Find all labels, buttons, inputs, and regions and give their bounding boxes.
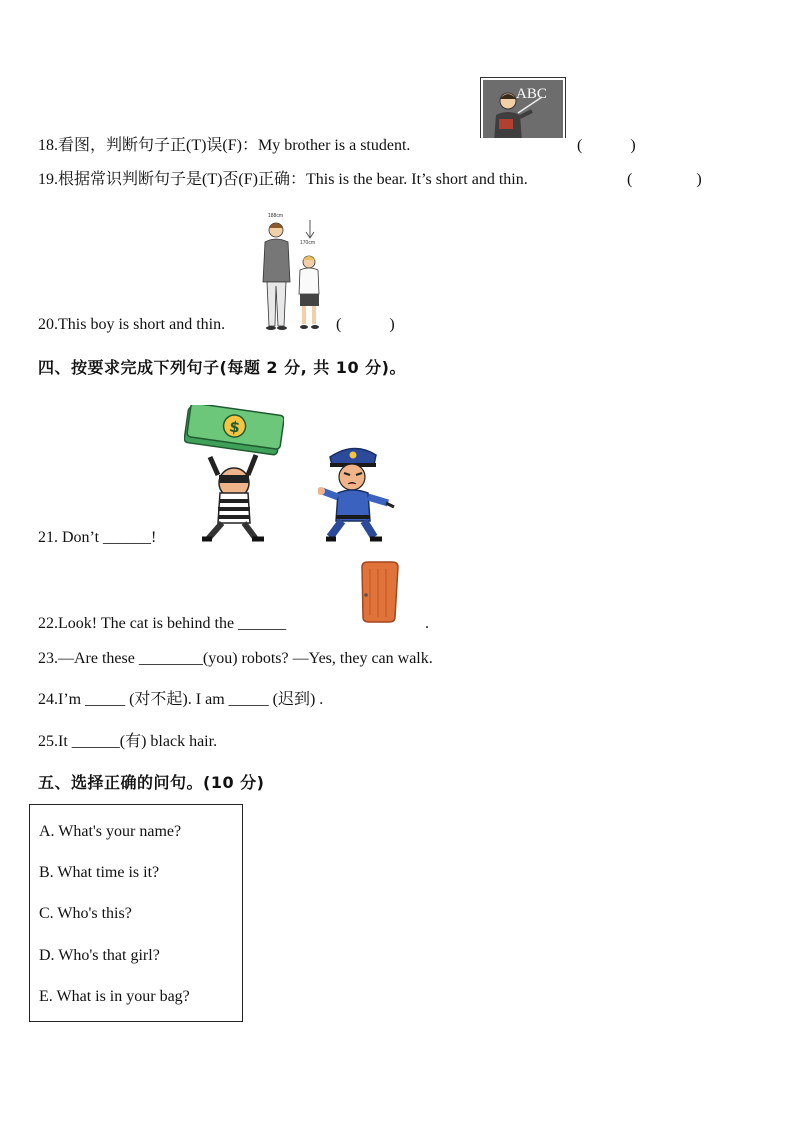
question-19 <box>38 170 528 190</box>
policeman-image <box>318 443 398 543</box>
option-e: E. What is in your bag? <box>39 988 190 1005</box>
option-c: C. Who's this? <box>39 905 132 922</box>
section-5-heading: 五、选择正确的问句。(10 分) <box>38 773 265 792</box>
question-20-answer[interactable] <box>336 315 395 335</box>
question-19-answer[interactable] <box>627 170 702 190</box>
teacher-blackboard-image <box>480 77 566 151</box>
man-and-boy-image <box>258 210 330 332</box>
height-label-short: 170cm <box>300 240 316 246</box>
board-text: ABC <box>516 86 547 102</box>
option-d: D. Who's that girl? <box>39 947 160 964</box>
options-box <box>29 804 243 1022</box>
height-label-tall: 188cm <box>268 213 284 219</box>
thief-with-money-image <box>184 405 284 545</box>
question-23: 23.—Are these ________(you) robots? —Yes, they can walk. <box>38 650 433 667</box>
question-20-paren: ( ) <box>336 316 395 333</box>
question-19-paren: ( ) <box>627 171 702 188</box>
svg-text:$: $ <box>228 417 242 437</box>
question-18-answer[interactable] <box>577 136 636 156</box>
question-18-paren: ( ) <box>577 137 636 154</box>
question-20 <box>38 315 225 335</box>
question-22-end: . <box>425 615 429 632</box>
question-22: 22.Look! The cat is behind the ______ <box>38 615 287 632</box>
question-18-text: 18.看图，判断句子正(T)误(F)：My brother is a student. <box>38 137 411 154</box>
option-a: A. What's your name? <box>39 823 182 840</box>
question-18 <box>38 136 410 156</box>
question-24: 24.I’m _____ (对不起). I am _____ (迟到) . <box>38 691 324 708</box>
question-20-text: 20.This boy is short and thin. <box>38 316 226 333</box>
question-19-text: 19.根据常识判断句子是(T)否(F)正确：This is the bear. It’s short and thin. <box>38 171 528 188</box>
question-21: 21. Don’t ______! <box>38 529 157 546</box>
question-25: 25.It ______(有) black hair. <box>38 733 218 750</box>
section-4-heading: 四、按要求完成下列句子(每题 2 分, 共 10 分)。 <box>38 358 406 377</box>
option-b: B. What time is it? <box>39 864 160 881</box>
door-image <box>358 561 400 623</box>
